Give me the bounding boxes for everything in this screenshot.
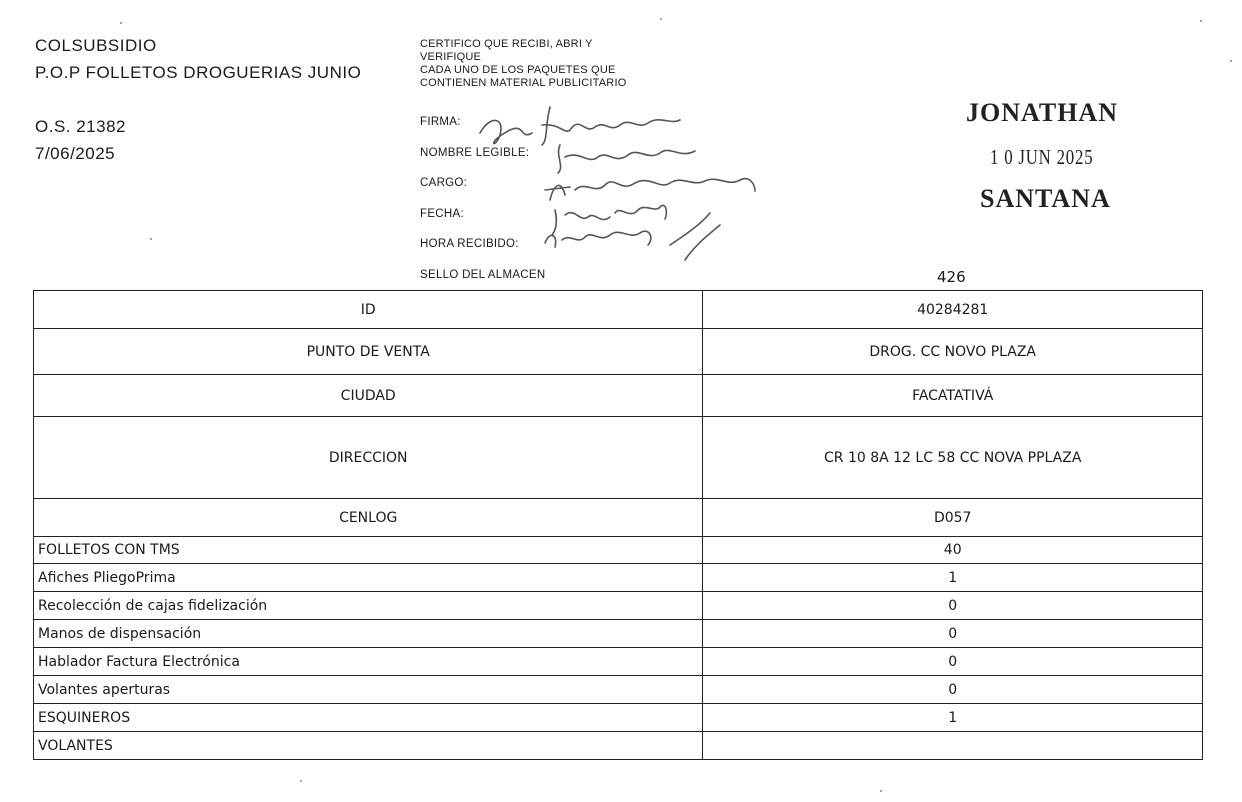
item-label: ESQUINEROS [34, 704, 703, 732]
table-row [34, 564, 1203, 592]
item-quantity: 0 [703, 648, 1203, 676]
scan-speck [120, 22, 122, 24]
table-row [34, 732, 1203, 760]
stamp-name-last: SANTANA [980, 184, 1111, 213]
certificate-text [420, 38, 626, 90]
scan-speck [1230, 60, 1232, 62]
scan-speck [1200, 20, 1202, 22]
table-row [34, 375, 1203, 417]
stamp-number: 426 [937, 268, 966, 286]
row-label-id: ID [34, 291, 703, 329]
firma-label: FIRMA: [420, 116, 461, 128]
row-label-punto-de-venta: PUNTO DE VENTA [34, 329, 703, 375]
scan-speck [880, 790, 882, 792]
item-label: Recolección de cajas fidelización [34, 592, 703, 620]
table-row [34, 499, 1203, 537]
item-quantity [703, 732, 1203, 760]
stamp-date: 1 0 JUN 2025 [990, 145, 1094, 169]
row-value-cenlog: D057 [703, 499, 1203, 537]
table-row [34, 704, 1203, 732]
item-label: VOLANTES [34, 732, 703, 760]
cargo-label: CARGO: [420, 177, 468, 189]
fecha-label: FECHA: [420, 208, 464, 220]
certificate-line: VERIFIQUE [420, 51, 482, 63]
certificate-line: CONTIENEN MATERIAL PUBLICITARIO [420, 77, 627, 89]
row-value-ciudad: FACATATIVÁ [703, 375, 1203, 417]
table-row [34, 417, 1203, 499]
table-row [34, 676, 1203, 704]
certificate-line: CADA UNO DE LOS PAQUETES QUE [420, 64, 616, 76]
item-quantity: 0 [703, 592, 1203, 620]
item-quantity: 40 [703, 537, 1203, 564]
document-date: 7/06/2025 [35, 144, 116, 163]
table-row [34, 329, 1203, 375]
scan-speck [150, 238, 152, 240]
row-value-direccion: CR 10 8A 12 LC 58 CC NOVA PPLAZA [703, 417, 1203, 499]
row-label-direccion: DIRECCION [34, 417, 703, 499]
item-label: Manos de dispensación [34, 620, 703, 648]
row-value-id: 40284281 [703, 291, 1203, 329]
item-quantity: 0 [703, 676, 1203, 704]
row-value-punto-de-venta: DROG. CC NOVO PLAZA [703, 329, 1203, 375]
item-label: Hablador Factura Electrónica [34, 648, 703, 676]
table-row [34, 592, 1203, 620]
item-quantity: 1 [703, 704, 1203, 732]
row-label-cenlog: CENLOG [34, 499, 703, 537]
nombre-label: NOMBRE LEGIBLE: [420, 147, 530, 159]
stamp-name-first: JONATHAN [966, 98, 1118, 127]
item-label: FOLLETOS CON TMS [34, 537, 703, 564]
row-label-ciudad: CIUDAD [34, 375, 703, 417]
item-quantity: 0 [703, 620, 1203, 648]
certificate-line: CERTIFICO QUE RECIBI, ABRI Y [420, 38, 593, 50]
item-label: Volantes aperturas [34, 676, 703, 704]
campaign-title: P.O.P FOLLETOS DROGUERIAS JUNIO [35, 63, 362, 82]
company-name: COLSUBSIDIO [35, 36, 157, 55]
table-row [34, 648, 1203, 676]
delivery-table [33, 290, 1203, 760]
hora-label: HORA RECIBIDO: [420, 238, 519, 250]
table-row [34, 291, 1203, 329]
scan-speck [660, 18, 662, 20]
handwritten-signature [470, 95, 770, 270]
order-number: O.S. 21382 [35, 117, 127, 136]
sello-label: SELLO DEL ALMACEN [420, 269, 546, 281]
table-row [34, 537, 1203, 564]
item-label: Afiches PliegoPrima [34, 564, 703, 592]
table-row [34, 620, 1203, 648]
scan-speck [300, 780, 302, 782]
item-quantity: 1 [703, 564, 1203, 592]
